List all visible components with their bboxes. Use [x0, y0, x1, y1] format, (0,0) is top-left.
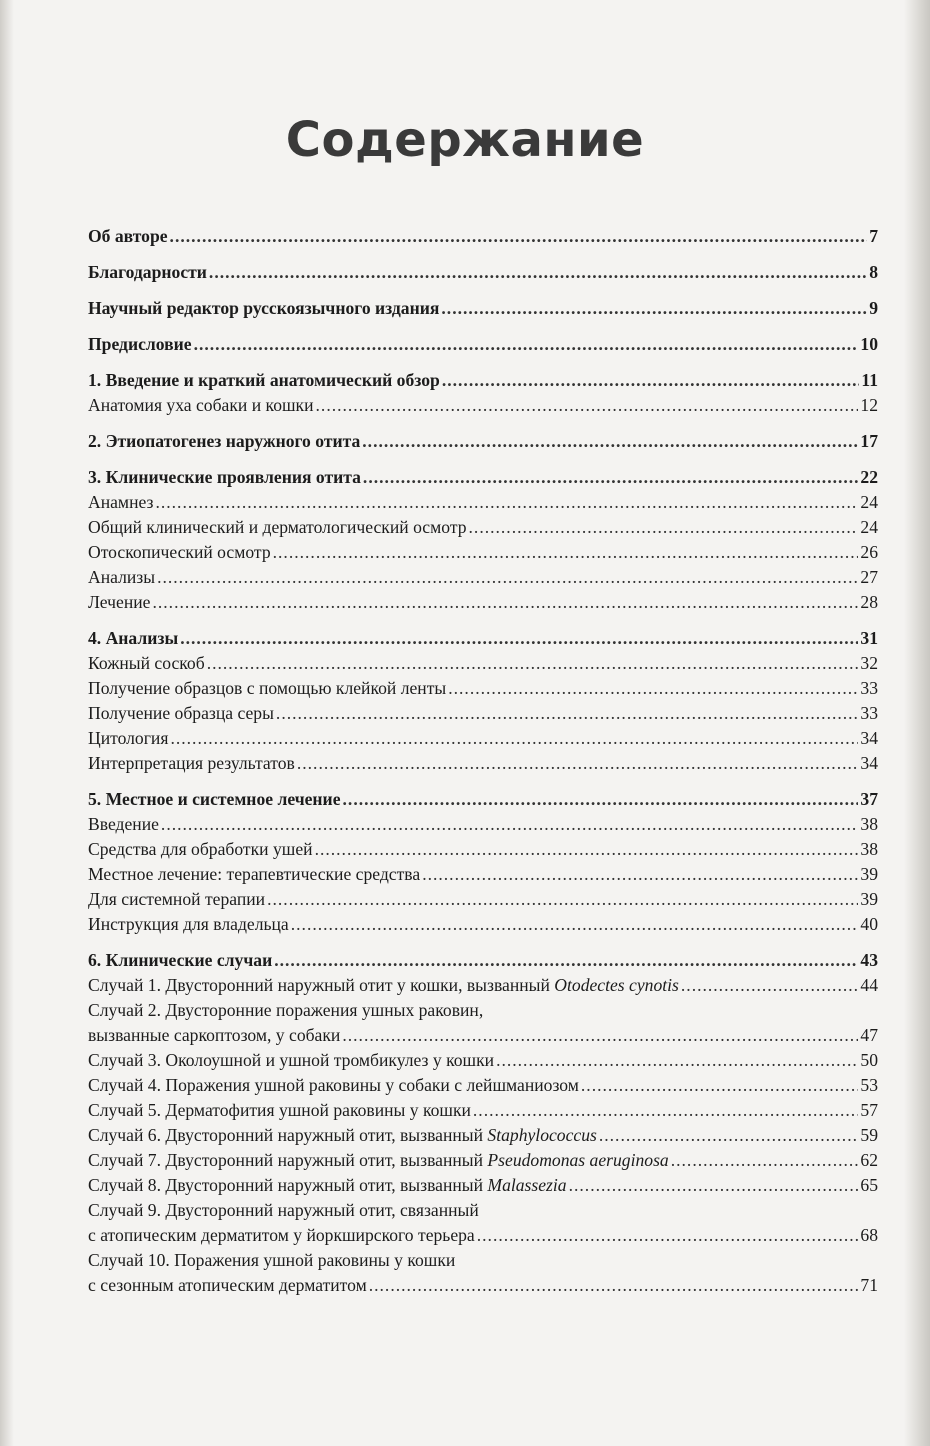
- toc-entry-label: 6. Клинические случаи: [88, 950, 273, 970]
- toc-chapter-row[interactable]: [88, 332, 878, 357]
- toc-entry-label: 5. Местное и системное лечение: [88, 789, 341, 809]
- toc-page-number: 57: [860, 1100, 878, 1120]
- toc-entry-row[interactable]: [88, 887, 878, 912]
- toc-entry-label: Случай 2. Двусторонние поражения ушных раковин,: [88, 1000, 484, 1020]
- page-edge-right: [904, 0, 930, 1446]
- toc-entry-row[interactable]: [88, 1198, 878, 1223]
- toc-entry-label: с сезонным атопическим дерматитом: [88, 1275, 367, 1295]
- leader-dots: [363, 465, 858, 490]
- toc-entry-row[interactable]: [88, 912, 878, 937]
- leader-dots: [441, 296, 867, 321]
- toc-entry-label: Инструкция для владельца: [88, 914, 289, 934]
- leader-dots: [209, 260, 867, 285]
- toc-page-number: 59: [860, 1125, 878, 1145]
- toc-entry-row[interactable]: [88, 565, 878, 590]
- toc-entry-label: вызванные саркоптозом, у собаки: [88, 1025, 341, 1045]
- toc-entry-label: Кожный соскоб: [88, 653, 205, 673]
- toc-entry-label: Научный редактор русскоязычного издания: [88, 298, 440, 318]
- toc-entry-italic: Staphylococcus: [487, 1125, 597, 1145]
- leader-dots: [671, 1148, 859, 1173]
- toc-entry-label: Случай 8. Двусторонний наружный отит, вызванный Malassezia: [88, 1175, 567, 1195]
- toc-page-number: 27: [860, 567, 878, 587]
- leader-dots: [369, 1273, 859, 1298]
- leader-dots: [207, 651, 859, 676]
- toc-page-number: 43: [860, 950, 878, 970]
- toc-page-number: 40: [860, 914, 878, 934]
- toc-entry-label: Случай 7. Двусторонний наружный отит, вызванный Pseudomonas aeruginosa: [88, 1150, 669, 1170]
- toc-entry-label: Случай 3. Околоушной и ушной тромбикулез у кошки: [88, 1050, 495, 1070]
- toc-page-number: 68: [860, 1225, 878, 1245]
- leader-dots: [343, 787, 859, 812]
- toc-entry-label: Случай 9. Двусторонний наружный отит, связанный: [88, 1200, 479, 1220]
- toc-entry-row[interactable]: [88, 393, 878, 418]
- toc-entry-italic: Malassezia: [487, 1175, 567, 1195]
- toc-page-number: 32: [860, 653, 878, 673]
- toc-page-number: 17: [860, 431, 878, 451]
- toc-entry-row[interactable]: [88, 515, 878, 540]
- toc-entry-label: Анамнез: [88, 492, 154, 512]
- toc-entry-row[interactable]: [88, 1248, 878, 1273]
- toc-entry-row[interactable]: [88, 973, 878, 998]
- toc-entry-label: Случай 6. Двусторонний наружный отит, вызванный Staphylococcus: [88, 1125, 597, 1145]
- toc-entry-label: Анатомия уха собаки и кошки: [88, 395, 314, 415]
- table-of-contents: [88, 224, 878, 1298]
- toc-entry-label: Отоскопический осмотр: [88, 542, 271, 562]
- toc-page-number: 38: [860, 839, 878, 859]
- leader-dots: [496, 1048, 858, 1073]
- leader-dots: [315, 837, 859, 862]
- toc-chapter-row[interactable]: [88, 787, 878, 812]
- toc-page-number: 33: [860, 703, 878, 723]
- leader-dots: [599, 1123, 859, 1148]
- toc-entry-label: Введение: [88, 814, 159, 834]
- toc-entry-row[interactable]: [88, 726, 878, 751]
- leader-dots: [180, 626, 858, 651]
- toc-entry-row[interactable]: [88, 590, 878, 615]
- toc-page-number: 11: [861, 370, 878, 390]
- toc-entry-label: Лечение: [88, 592, 151, 612]
- toc-page-number: 8: [869, 262, 878, 282]
- toc-entry-label: 2. Этиопатогенез наружного отита: [88, 431, 361, 451]
- toc-page-number: 28: [860, 592, 878, 612]
- toc-chapter-row[interactable]: [88, 296, 878, 321]
- toc-entry-label: Благодарности: [88, 262, 207, 282]
- toc-entry-label: Предисловие: [88, 334, 192, 354]
- toc-chapter-row[interactable]: [88, 465, 878, 490]
- toc-chapter-row[interactable]: [88, 260, 878, 285]
- toc-entry-label: Случай 1. Двусторонний наружный отит у кошки, вызванный Otodectes cynotis: [88, 975, 679, 995]
- leader-dots: [157, 565, 858, 590]
- toc-chapter-row[interactable]: [88, 626, 878, 651]
- toc-page-number: 47: [860, 1025, 878, 1045]
- toc-entry-label: Общий клинический и дерматологический осмотр: [88, 517, 467, 537]
- toc-entry-label: Случай 10. Поражения ушной раковины у кошки: [88, 1250, 456, 1270]
- leader-dots: [442, 368, 860, 393]
- toc-entry-row[interactable]: [88, 998, 878, 1023]
- toc-entry-row[interactable]: [88, 1098, 878, 1123]
- leader-dots: [316, 393, 859, 418]
- leader-dots: [152, 590, 858, 615]
- toc-entry-row[interactable]: [88, 1148, 878, 1173]
- leader-dots: [569, 1173, 859, 1198]
- toc-entry-label: Об авторе: [88, 226, 168, 246]
- toc-entry-row[interactable]: [88, 1123, 878, 1148]
- toc-entry-label: Цитология: [88, 728, 169, 748]
- toc-entry-label: 4. Анализы: [88, 628, 179, 648]
- toc-entry-row[interactable]: [88, 1023, 878, 1048]
- toc-page-number: 34: [860, 753, 878, 773]
- leader-dots: [155, 490, 858, 515]
- toc-chapter-row[interactable]: [88, 948, 878, 973]
- toc-entry-row[interactable]: [88, 676, 878, 701]
- toc-entry-row[interactable]: [88, 751, 878, 776]
- toc-page-number: 9: [869, 298, 878, 318]
- toc-chapter-row[interactable]: [88, 368, 878, 393]
- toc-page-number: 39: [860, 889, 878, 909]
- toc-page-number: 34: [860, 728, 878, 748]
- leader-dots: [276, 701, 858, 726]
- toc-entry-label: Средства для обработки ушей: [88, 839, 313, 859]
- toc-page-number: 22: [860, 467, 878, 487]
- toc-entry-row[interactable]: [88, 490, 878, 515]
- toc-page-number: 24: [860, 492, 878, 512]
- toc-entry-row[interactable]: [88, 540, 878, 565]
- toc-page-number: 71: [860, 1275, 878, 1295]
- toc-entry-row[interactable]: [88, 1048, 878, 1073]
- toc-entry-label: Местное лечение: терапевтические средства: [88, 864, 421, 884]
- toc-page-number: 12: [860, 395, 878, 415]
- leader-dots: [194, 332, 859, 357]
- toc-page-number: 37: [860, 789, 878, 809]
- toc-entry-italic: Otodectes cynotis: [554, 975, 679, 995]
- leader-dots: [170, 224, 868, 249]
- toc-page-number: 53: [860, 1075, 878, 1095]
- toc-entry-label: Случай 4. Поражения ушной раковины у собаки с лейшманиозом: [88, 1075, 579, 1095]
- toc-entry-row[interactable]: [88, 812, 878, 837]
- toc-entry-label: с атопическим дерматитом у йоркширского терьера: [88, 1225, 475, 1245]
- toc-entry-row[interactable]: [88, 1273, 878, 1298]
- toc-page-number: 50: [860, 1050, 878, 1070]
- leader-dots: [274, 948, 858, 973]
- page-edge-left: [0, 0, 14, 1446]
- toc-page-number: 38: [860, 814, 878, 834]
- leader-dots: [422, 862, 858, 887]
- leader-dots: [273, 540, 859, 565]
- toc-entry-label: Получение образцов с помощью клейкой ленты: [88, 678, 447, 698]
- toc-page-number: 33: [860, 678, 878, 698]
- leader-dots: [297, 751, 859, 776]
- toc-page-number: 24: [860, 517, 878, 537]
- toc-entry-label: 1. Введение и краткий анатомический обзор: [88, 370, 440, 390]
- toc-entry-italic: Pseudomonas aeruginosa: [487, 1150, 669, 1170]
- leader-dots: [342, 1023, 858, 1048]
- toc-entry-row[interactable]: [88, 701, 878, 726]
- page-title: Содержание: [285, 112, 645, 168]
- toc-entry-row[interactable]: [88, 1173, 878, 1198]
- toc-entry-row[interactable]: [88, 651, 878, 676]
- toc-entry-row[interactable]: [88, 837, 878, 862]
- toc-page-number: 62: [860, 1150, 878, 1170]
- leader-dots: [291, 912, 859, 937]
- leader-dots: [681, 973, 859, 998]
- toc-page-number: 65: [860, 1175, 878, 1195]
- leader-dots: [267, 887, 858, 912]
- leader-dots: [581, 1073, 859, 1098]
- toc-entry-row[interactable]: [88, 1223, 878, 1248]
- leader-dots: [448, 676, 858, 701]
- toc-entry-label: Для системной терапии: [88, 889, 266, 909]
- toc-page-number: 31: [860, 628, 878, 648]
- toc-page-number: 44: [860, 975, 878, 995]
- toc-entry-label: 3. Клинические проявления отита: [88, 467, 361, 487]
- toc-entry-label: Получение образца серы: [88, 703, 274, 723]
- toc-chapter-row[interactable]: [88, 224, 878, 249]
- leader-dots: [473, 1098, 859, 1123]
- leader-dots: [170, 726, 858, 751]
- leader-dots: [469, 515, 859, 540]
- toc-entry-label: Анализы: [88, 567, 156, 587]
- toc-page-number: 39: [860, 864, 878, 884]
- toc-entry-label: Интерпретация результатов: [88, 753, 295, 773]
- toc-entry-label: Случай 5. Дерматофития ушной раковины у кошки: [88, 1100, 471, 1120]
- toc-page-number: 10: [860, 334, 878, 354]
- leader-dots: [477, 1223, 859, 1248]
- toc-page-number: 7: [869, 226, 878, 246]
- toc-page-number: 26: [860, 542, 878, 562]
- leader-dots: [161, 812, 858, 837]
- toc-entry-row[interactable]: [88, 862, 878, 887]
- toc-entry-row[interactable]: [88, 1073, 878, 1098]
- toc-chapter-row[interactable]: [88, 429, 878, 454]
- leader-dots: [362, 429, 858, 454]
